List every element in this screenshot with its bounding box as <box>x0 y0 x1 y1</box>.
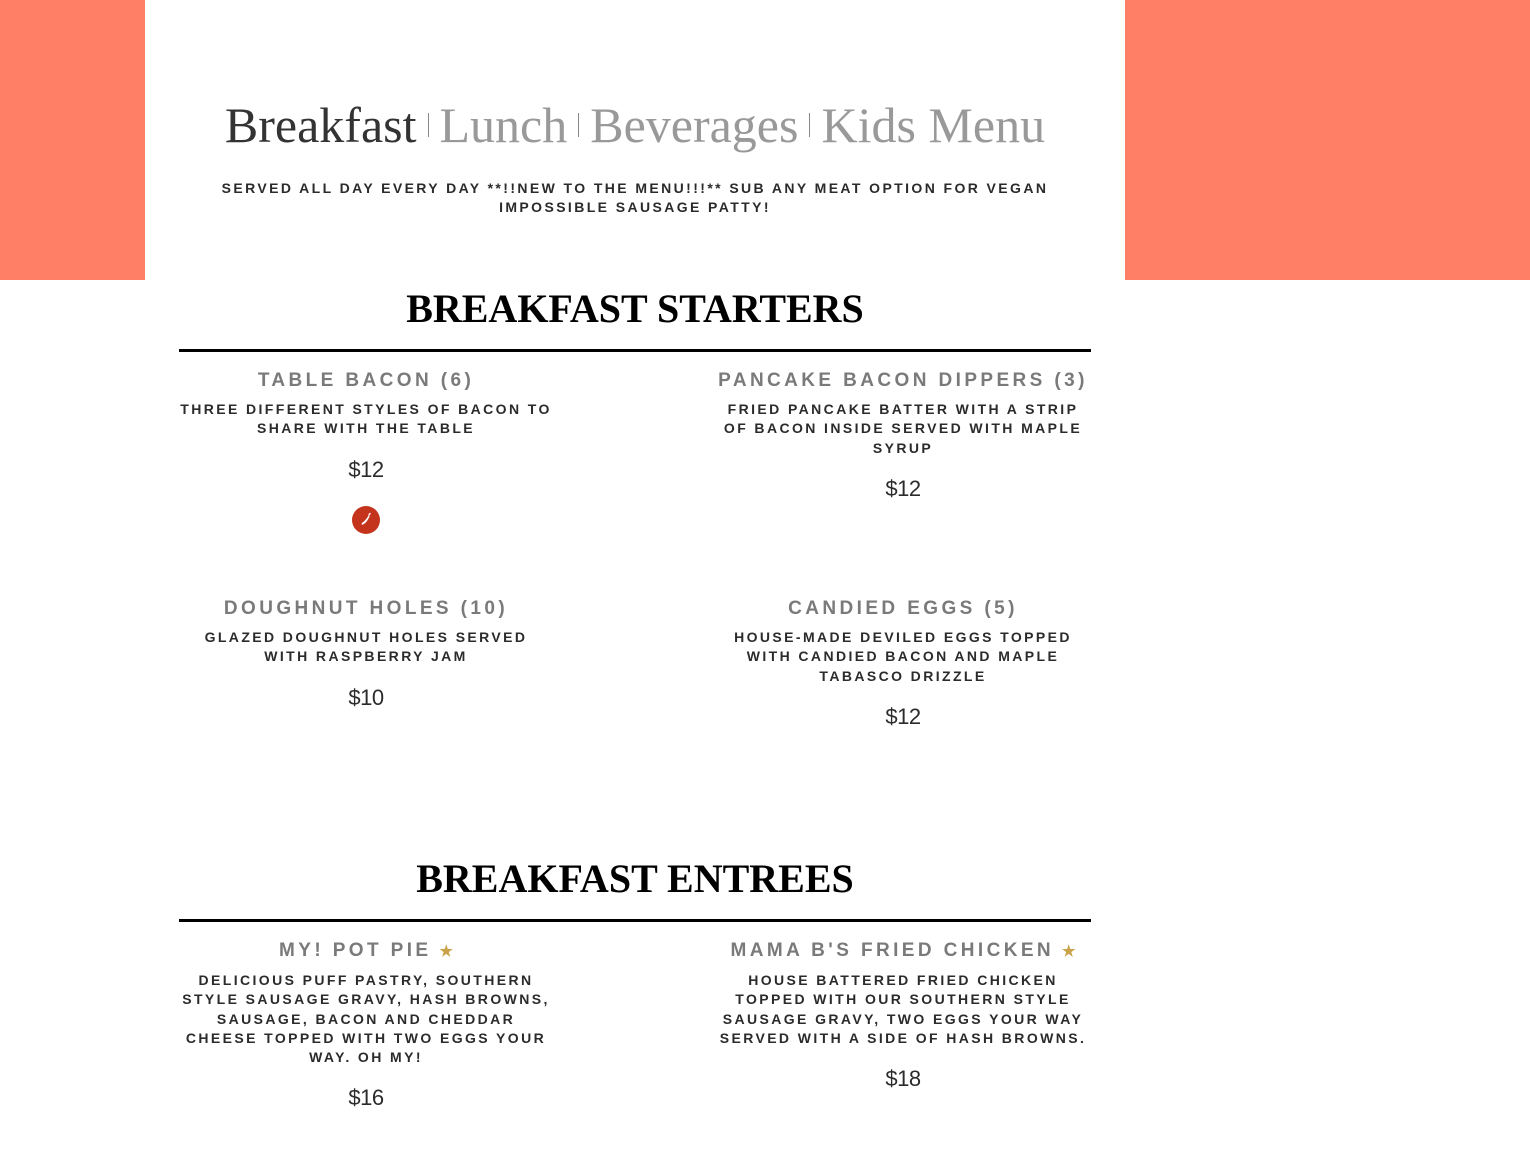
tab-lunch[interactable]: Lunch <box>439 97 568 153</box>
item-price: $18 <box>885 1066 921 1092</box>
chili-pepper-icon <box>352 506 380 534</box>
item-name: DOUGHNUT HOLES (10) <box>223 598 509 619</box>
item-description: GLAZED DOUGHNUT HOLES SERVED WITH RASPBERRY JAM <box>204 629 528 665</box>
item-name-row <box>176 939 556 964</box>
item-description: FRIED PANCAKE BATTER WITH A STRIP OF BACON INSIDE SERVED WITH MAPLE SYRUP <box>723 401 1083 456</box>
menu-item-table-bacon <box>176 369 556 534</box>
tab-divider <box>428 113 429 137</box>
item-description: DELICIOUS PUFF PASTRY, SOUTHERN STYLE SAUSAGE GRAVY, HASH BROWNS, SAUSAGE, BACON AND CHEDDAR CHEESE TOPPED WITH TWO EGGS YOUR WAY. OH MY! <box>182 972 550 1066</box>
tab-breakfast[interactable]: Breakfast <box>224 97 417 153</box>
menu-item-my-pot-pie <box>176 939 556 1112</box>
menu-tabs <box>145 96 1125 154</box>
item-price: $10 <box>348 684 384 710</box>
item-name: CANDIED EGGS (5) <box>788 598 1018 619</box>
star-icon: ★ <box>1062 943 1076 960</box>
item-name: MAMA B'S FRIED CHICKEN <box>730 940 1055 961</box>
item-description: THREE DIFFERENT STYLES OF BACON TO SHARE WITH THE TABLE <box>180 401 552 437</box>
star-icon: ★ <box>439 943 453 960</box>
tab-beverages[interactable]: Beverages <box>590 97 799 153</box>
left-coral-band <box>0 0 145 280</box>
section-divider <box>179 919 1091 922</box>
menu-item-pancake-bacon-dippers <box>713 369 1093 503</box>
item-price: $12 <box>885 475 921 501</box>
item-description: HOUSE BATTERED FRIED CHICKEN TOPPED WITH OUR SOUTHERN STYLE SAUSAGE GRAVY, TWO EGGS YOUR WAY SERVED WITH A SIDE OF HASH BROWNS. <box>719 972 1087 1046</box>
item-price: $16 <box>348 1085 384 1111</box>
menu-item-doughnut-holes <box>176 597 556 712</box>
tab-divider <box>578 113 579 137</box>
menu-item-mama-bs-fried-chicken <box>713 939 1093 1093</box>
right-coral-band <box>1125 0 1530 280</box>
tab-kids-menu[interactable]: Kids Menu <box>821 97 1046 153</box>
menu-tagline: SERVED ALL DAY EVERY DAY **!!NEW TO THE MENU!!!** SUB ANY MEAT OPTION FOR VEGAN IMPOSSIBLE SAUSAGE PATTY! <box>221 180 1049 215</box>
chili-pepper-glyph <box>358 512 374 528</box>
tab-divider <box>809 113 810 137</box>
item-description: HOUSE-MADE DEVILED EGGS TOPPED WITH CANDIED BACON AND MAPLE TABASCO DRIZZLE <box>734 629 1072 684</box>
item-name-row <box>713 939 1093 964</box>
item-name: TABLE BACON (6) <box>257 370 475 391</box>
section-title-entrees: BREAKFAST ENTREES <box>416 856 854 901</box>
item-price: $12 <box>348 456 384 482</box>
section-divider <box>179 349 1091 352</box>
menu-item-candied-eggs <box>713 597 1093 731</box>
item-name: PANCAKE BACON DIPPERS (3) <box>718 370 1088 391</box>
item-price: $12 <box>885 703 921 729</box>
item-name: MY! POT PIE <box>279 940 432 961</box>
section-title-starters: BREAKFAST STARTERS <box>406 286 864 331</box>
